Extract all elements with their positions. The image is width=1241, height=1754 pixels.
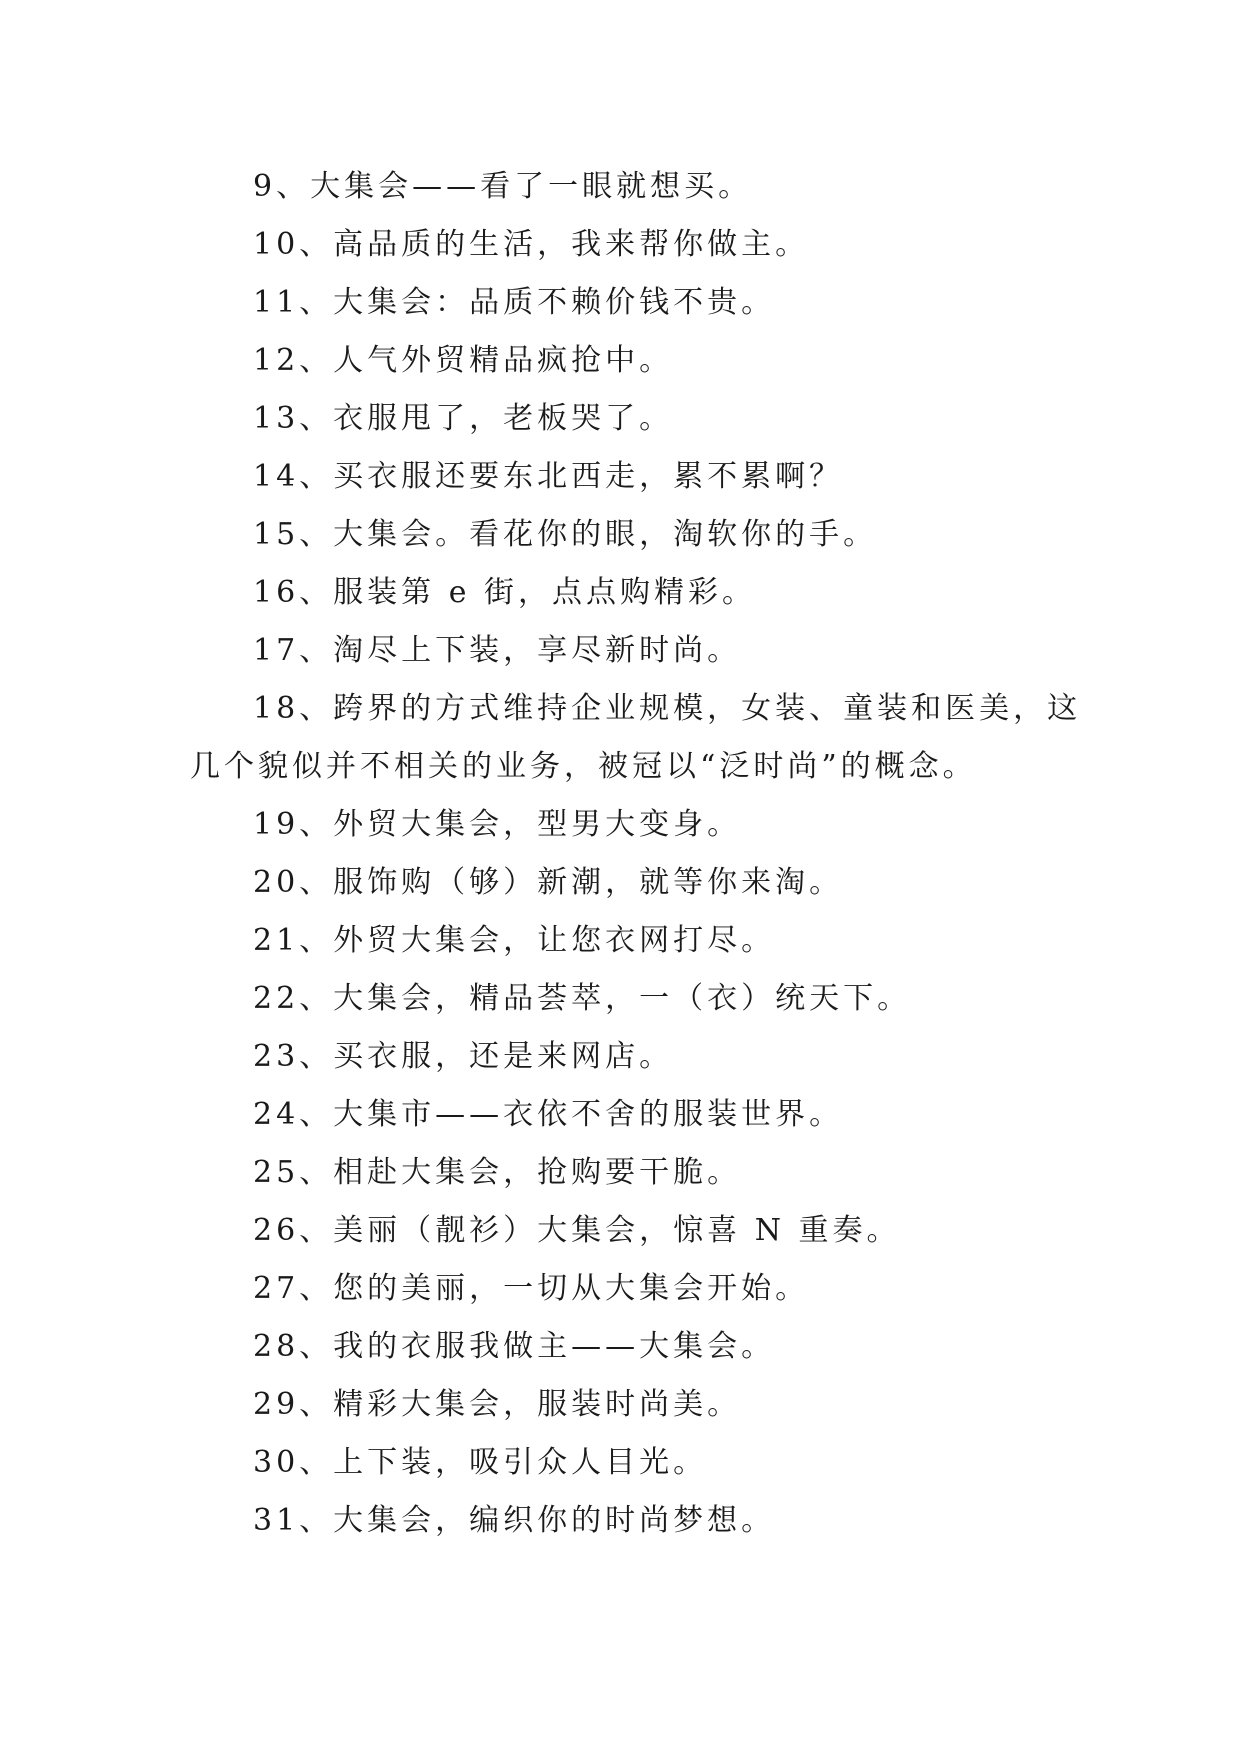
- slogan-item: 19、外贸大集会，型男大变身。: [253, 807, 742, 842]
- slogan-item: 18、跨界的方式维持企业规模，女装、童装和医美，这: [253, 691, 1082, 726]
- slogan-item: 20、服饰购（够）新潮，就等你来淘。: [253, 865, 844, 900]
- slogan-list: [190, 158, 1082, 1550]
- slogan-item: 21、外贸大集会，让您衣网打尽。: [253, 923, 776, 958]
- slogan-item: 31、大集会，编织你的时尚梦想。: [253, 1503, 776, 1538]
- slogan-item: 28、我的衣服我做主——大集会。: [253, 1329, 776, 1364]
- slogan-item: 12、人气外贸精品疯抢中。: [253, 343, 674, 378]
- slogan-item: 17、淘尽上下装，享尽新时尚。: [253, 633, 742, 668]
- slogan-item: 23、买衣服，还是来网店。: [253, 1039, 674, 1074]
- slogan-item: 10、高品质的生活，我来帮你做主。: [253, 227, 810, 262]
- slogan-item: 27、您的美丽，一切从大集会开始。: [253, 1271, 810, 1306]
- slogan-item-continuation: 几个貌似并不相关的业务，被冠以“泛时尚”的概念。: [190, 749, 977, 784]
- slogan-item: 30、上下装，吸引众人目光。: [253, 1445, 708, 1480]
- slogan-item: 16、服装第 e 街，点点购精彩。: [253, 575, 756, 610]
- slogan-item: 11、大集会：品质不赖价钱不贵。: [253, 285, 776, 320]
- slogan-item: 9、大集会——看了一眼就想买。: [253, 169, 753, 204]
- slogan-item: 25、相赴大集会，抢购要干脆。: [253, 1155, 742, 1190]
- slogan-item: 22、大集会，精品荟萃，一（衣）统天下。: [253, 981, 912, 1016]
- slogan-item: 13、衣服甩了，老板哭了。: [253, 401, 674, 436]
- slogan-item: 15、大集会。看花你的眼，淘软你的手。: [253, 517, 878, 552]
- slogan-item: 24、大集市——衣依不舍的服装世界。: [253, 1097, 844, 1132]
- slogan-item: 14、买衣服还要东北西走，累不累啊？: [253, 459, 844, 494]
- slogan-item: 29、精彩大集会，服装时尚美。: [253, 1387, 742, 1422]
- slogan-item: 26、美丽（靓衫）大集会，惊喜 N 重奏。: [253, 1213, 901, 1248]
